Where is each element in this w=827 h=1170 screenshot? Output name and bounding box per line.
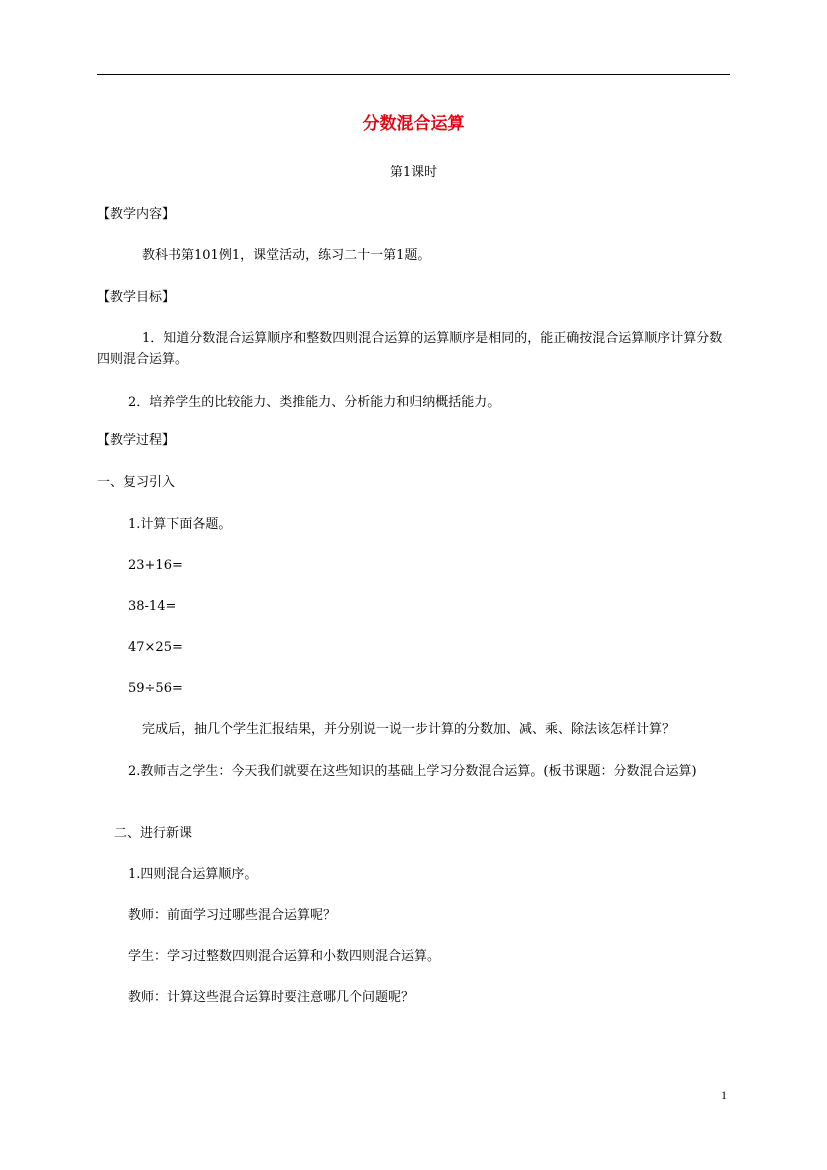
section-heading-process: 【教学过程】 [97,433,176,448]
student-answer-1: 学生：学习过整数四则混合运算和小数四则混合运算。 [128,949,441,964]
equation-4: 59÷56= [128,681,183,696]
equation-2: 38-14= [128,599,177,614]
part-heading-review: 一、复习引入 [97,475,176,490]
lesson-subtitle: 第1课时 [389,165,438,180]
new-lesson-item-1: 1.四则混合运算顺序。 [128,867,258,882]
goal-paragraph-2: 2．培养学生的比较能力、类推能力、分析能力和归纳概括能力。 [128,395,501,410]
section-heading-goals: 【教学目标】 [97,290,176,305]
section-heading-content: 【教学内容】 [97,207,176,222]
document-title: 分数混合运算 [362,114,465,134]
part-heading-new-lesson: 二、进行新课 [114,826,193,841]
review-item-2: 2.教师吉之学生：今天我们就要在这些知识的基础上学习分数混合运算。(板书课题：分数混合运算) [128,764,697,779]
header-rule [97,74,730,75]
page-number: 1 [721,1088,727,1102]
equation-3: 47×25= [128,640,183,655]
review-followup: 完成后，抽几个学生汇报结果，并分别说一说一步计算的分数加、减、乘、除法该怎样计算？ [142,722,676,737]
review-item-1: 1.计算下面各题。 [128,517,232,532]
content-paragraph: 教科书第101例1，课堂活动，练习二十一第1题。 [142,248,431,263]
teacher-question-1: 教师：前面学习过哪些混合运算呢？ [128,908,337,923]
teacher-question-2: 教师：计算这些混合运算时要注意哪几个问题呢？ [128,990,415,1005]
goal-paragraph-1: 1．知道分数混合运算顺序和整数四则混合运算的运算顺序是相同的，能正确按混合运算顺序计算分数四则混合运算。 [97,331,723,367]
equation-1: 23+16= [128,558,183,573]
